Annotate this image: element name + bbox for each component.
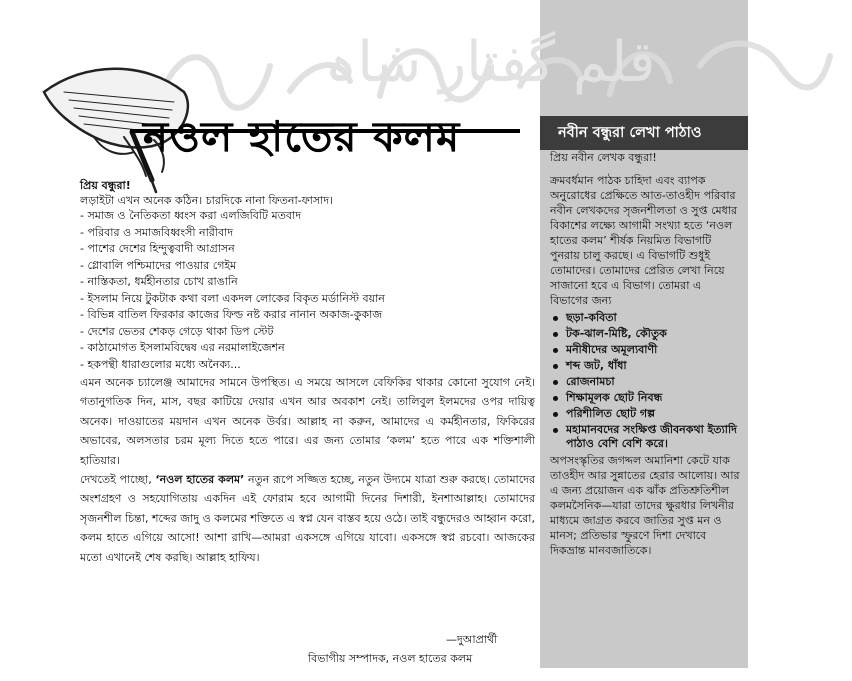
sidebar-greeting: প্রিয় নবীন লেখক বন্ধুরা!: [550, 151, 657, 164]
list-item: মনীষীদের অমূল্যবাণী: [550, 343, 742, 357]
list-item: রোজনামচা: [550, 375, 742, 389]
list-item: - পাশের দেশের হিন্দুত্ববাদী আগ্রাসন: [80, 242, 235, 255]
article-paragraph-1: এমন অনেক চ্যালেঞ্জ আমাদের সামনে উপস্থিত। এ সময়ে আসলে বেফিকির থাকার কোনো সুযোগ নেই। গতানুগতিক দিন, মাস, বছর কাটিয়ে দেয়ার এখন আর অবকাশ নেই। তালিবুল ইলমদের ওপর দায়িত্ব অনেক। দাওয়াতের ময়দান এখন অনেক উর্বর। আল্লাহ না করুন, আমাদের এ কর্মহীনতার, ফিকিরের অভাবের, অলসতার চরম মূল্য দিতে হতে পারে। এর জন্য তোমার ‘কলম’ হতে পারে এক শক্তিশালী হাতিয়ার।: [80, 376, 535, 467]
list-item: ছড়া-কবিতা: [550, 311, 742, 325]
list-item: - দেশের ভেতর শেকড় গেড়ে থাকা ডিপ স্টেট: [80, 324, 274, 338]
list-item: - গ্লোবালি পশ্চিমাদের পাওয়ার গেইম: [80, 258, 237, 272]
paragraph-2-lead: দেখতেই পাচ্ছো,: [80, 473, 156, 487]
list-item: টক-ঝাল-মিষ্টি, কৌতুক: [550, 327, 742, 341]
sidebar-heading: নবীন বন্ধুরা লেখা পাঠাও: [540, 116, 748, 150]
column-name-emphasis: ‘নওল হাতের কলম’: [155, 473, 245, 487]
watermark-text: قلم گفتارِ شاہ: [324, 30, 656, 95]
article-intro: লড়াইটা এখন অনেক কঠিন। চারদিকে নানা ফিতনা-ফাসাদ।: [80, 194, 334, 207]
list-item: - ইসলাম নিয়ে টুকটাক কথা বলা একদল লোকের বিকৃত মর্ডানিস্ট বয়ান: [80, 291, 385, 305]
list-item: - বিভিন্ন বাতিল ফিরকার কাজের ফিল্ড নষ্ট করার নানান অকাজ-কুকাজ: [80, 308, 383, 321]
list-item: - নাস্তিকতা, ধর্মহীনতার চোখ রাঙানি: [80, 275, 238, 288]
article-greeting: প্রিয় বন্ধুরা!: [80, 179, 131, 192]
sidebar-content: [550, 150, 742, 558]
list-item: শিক্ষামূলক ছোট নিবন্ধ: [550, 391, 742, 405]
main-article: [80, 178, 535, 567]
list-item: - পরিবার ও সমাজবিধ্বংসী নারীবাদ: [80, 225, 234, 239]
list-item: - সমাজ ও নৈতিকতা ধ্বংস করা এলজিবিটি মতবাদ: [80, 209, 301, 222]
list-item: পরিশীলিত ছোট গল্প: [550, 407, 742, 421]
list-item: শব্দ জট, ধাঁধা: [550, 359, 742, 373]
paragraph-2-body: নতুন রূপে সজ্জিত হচ্ছে, নতুন উদ্যমে যাত্রা শুরু করছে। তোমাদের অংশগ্রহণ ও সহযোগিতায় একদিন এই ফোরাম হবে আগামী দিনের দিশারী, ইনশাআল্লাহ। তোমাদের সৃজনশীল চিন্তা, শব্দের জাদু ও কলমের শক্তিতে এ স্বপ্ন যেন বাস্তব হয়ে ওঠে। তাই বন্ধুদেরও আহ্বান করো, কলম হাতে এগিয়ে আসো! আশা রাখি—আমরা একসঙ্গে এগিয়ে যাবো। একসঙ্গে স্বপ্ন রচবো। আজকের মতো এখানেই শেষ করছি। আল্লাহ হাফিয।: [80, 473, 536, 564]
signature-prayer: —দুআপ্রার্থী: [446, 633, 498, 646]
list-item: - কাঠামোগত ইসলামবিদ্বেষ এর নরমালাইজেশন: [80, 341, 285, 354]
sidebar-intro-paragraph: ক্রমবর্ধমান পাঠক চাহিদা এবং ব্যাপক অনুরোধের প্রেক্ষিতে আত-তাওহীদ পরিবার নবীন লেখকদের সৃজনশীলতা ও সুপ্ত মেধার বিকাশের লক্ষ্যে আগামী সংখ্যা হতে ‘নওল হাতের কলম’ শীর্ষক নিয়মিত বিভাগটি পুনরায় চালু করছে। এ বিভাগটি শুধুই তোমাদের। তোমাদের প্রেরিত লেখা নিয়ে সাজানো হবে এ বিভাগ। তোমরা এ বিভাগের জন্য: [550, 174, 738, 307]
list-item: - হকপন্থী ধারাগুলোর মধ্যে অনৈক্য...: [80, 357, 241, 371]
sidebar-closing-paragraph: অপসংস্কৃতির জগদ্দল অমানিশা কেটে যাক তাওহীদ আর সুন্নাতের হেরার আলোয়। আর এ জন্য প্রয়োজন এক ঝাঁক প্রতিশ্রুতিশীল কলমসৈনিক—যারা তাদের ক্ষুরধার লিখনীর মাধ্যমে জাগ্রত করবে জাতির সুপ্ত মন ও মানস; প্রতিভার স্ফুরণে দিশা দেখাবে দিকভ্রান্ত মানবজাতিকে।: [550, 454, 740, 557]
submission-types-list: [550, 311, 742, 451]
article-paragraph-2: [80, 470, 535, 567]
challenges-list: [80, 208, 535, 373]
section-title: নওল হাতের কলম: [143, 112, 461, 161]
list-item: মহামানবদের সংক্ষিপ্ত জীবনকথা ইত্যাদি পাঠাও বেশি বেশি করে।: [550, 423, 742, 451]
signature-editor: বিভাগীয় সম্পাদক, নওল হাতের কলম: [308, 652, 473, 665]
